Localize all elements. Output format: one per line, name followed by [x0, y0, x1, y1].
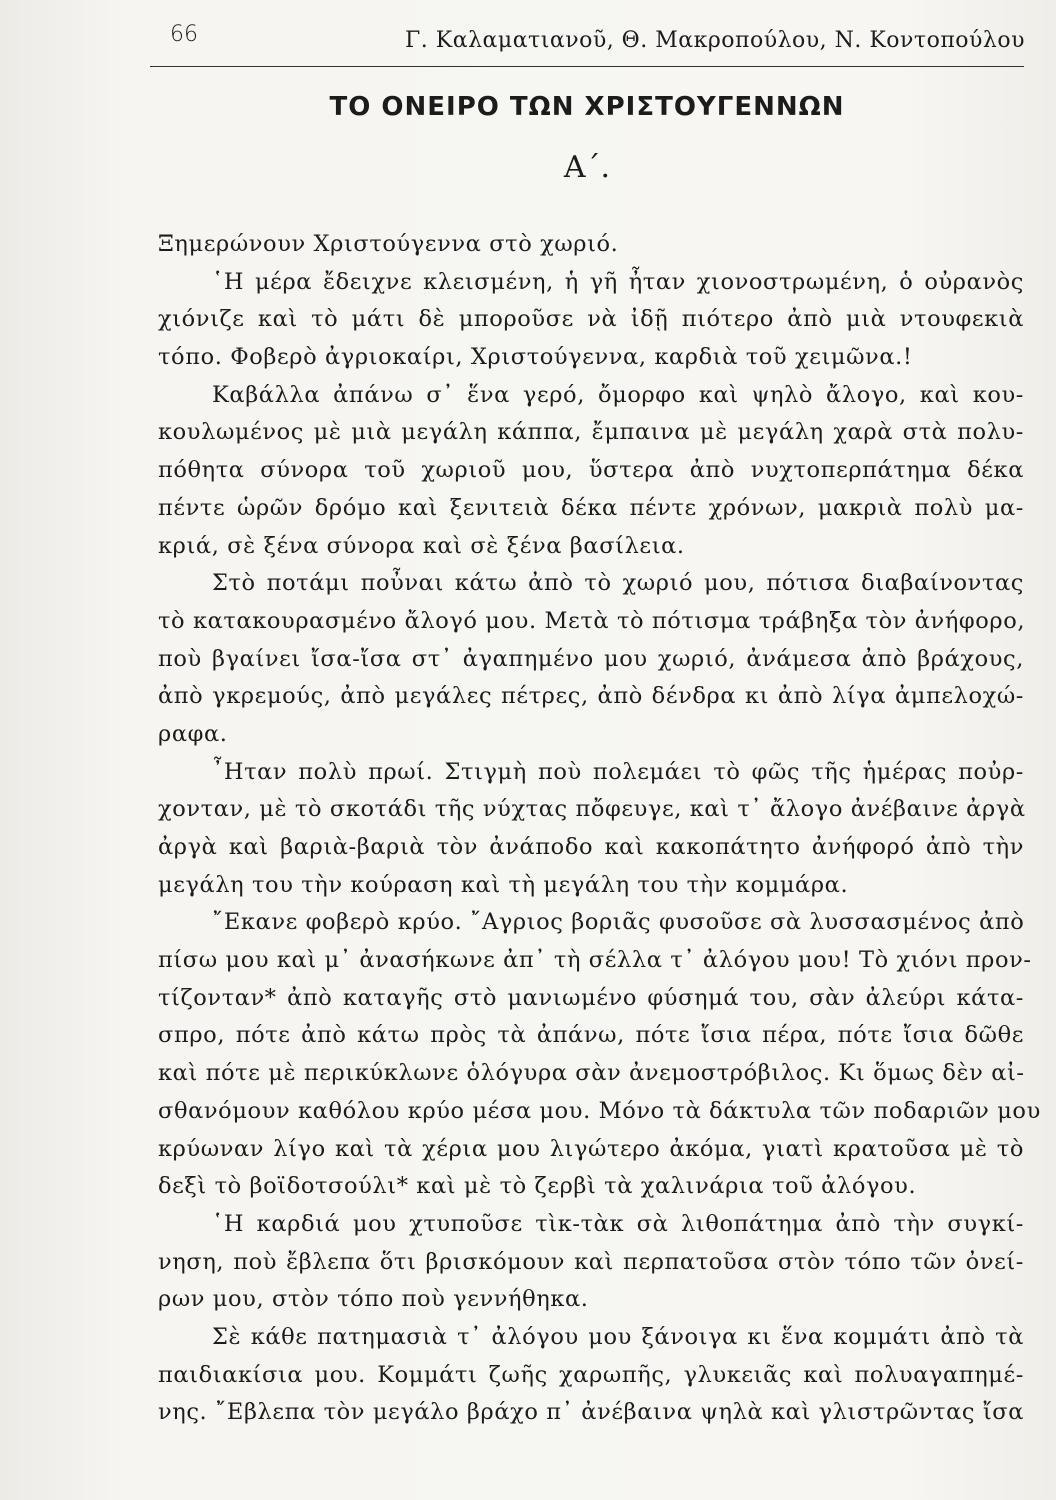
- text-line: σθανόμουν καθόλου κρύο μέσα μου. Μόνο τὰ δάκτυλα τῶν ποδαριῶν μου: [158, 1097, 1041, 1124]
- text-line: μεγάλη του τὴν κούραση καὶ τὴ μεγάλη του τὴν κομμάρα.: [158, 871, 849, 898]
- text-line: πέντε ὡρῶν δρόμο καὶ ξενιτειὰ δέκα πέντε χρόνων, μακριὰ πολὺ μα-: [158, 494, 1024, 521]
- text-line: Στὸ ποτάμι ποὖναι κάτω ἀπὸ τὸ χωριό μου, πότισα διαβαίνοντας: [212, 570, 1024, 597]
- section-number: Α΄.: [563, 150, 611, 185]
- text-line: Καβάλλα ἀπάνω σ᾽ ἕνα γερό, ὄμορφο καὶ ψηλὸ ἄλογο, καὶ κου-: [212, 381, 1024, 408]
- text-line: τόπο. Φοβερὸ ἀγριοκαίρι, Χριστούγεννα, καρδιὰ τοῦ χειμῶνα.!: [158, 344, 913, 371]
- text-line: ἀργὰ καὶ βαριὰ-βαριὰ τὸν ἀνάποδο καὶ κακοπάτητο ἀνήφορό ἀπὸ τὴν: [158, 834, 1024, 860]
- text-line: νηση, ποὺ ἔβλεπα ὅτι βρισκόμουν καὶ περπατοῦσα στὸν τόπο τῶν ὀνεί-: [158, 1248, 1024, 1275]
- text-line: Σὲ κάθε πατημασιὰ τ᾽ ἀλόγου μου ξάνοιγα κι ἕνα κομμάτι ἀπὸ τὰ: [212, 1323, 1024, 1350]
- text-line: κουλωμένος μὲ μιὰ μεγάλη κάππα, ἔμπαινα μὲ μεγάλη χαρὰ στὰ πολυ-: [158, 419, 1024, 446]
- text-line: κρύωναν λίγο καὶ τὰ χέρια μου λιγώτερο ἀκόμα, γιατὶ κρατοῦσα μὲ τὸ: [158, 1135, 1024, 1162]
- text-line: χονταν, μὲ τὸ σκοτάδι τῆς νύχτας πὄφευγε, καὶ τ᾽ ἄλογο ἀνέβαινε ἀργὰ: [158, 796, 1026, 823]
- text-line: νης. ῎Εβλεπα τὸν μεγάλο βράχο π᾽ ἀνέβαινα ψηλὰ καὶ γλιστρῶντας ἴσα: [158, 1399, 1024, 1426]
- text-line: πίσω μου καὶ μ᾽ ἀνασήκωνε ἀπ᾽ τὴ σέλλα τ᾽ ἀλόγου μου! Τὸ χιόνι προν-: [158, 947, 1032, 974]
- text-line: ῎Εκανε φοβερὸ κρύο. ῎Αγριος βοριᾶς φυσοῦσε σὰ λυσσασμένος ἀπὸ: [212, 909, 1025, 936]
- page-number: 66: [170, 22, 198, 47]
- text-line: τίζονταν* ἀπὸ καταγῆς στὸ μανιωμένο φύσημά του, σὰν ἀλεύρι κάτα-: [158, 984, 1024, 1011]
- text-line: ραφα.: [158, 720, 228, 747]
- text-line: ἀπὸ γκρεμούς, ἀπὸ μεγάλες πέτρες, ἀπὸ δένδρα κι ἀπὸ λίγα ἀμπελοχώ-: [158, 683, 1024, 710]
- text-line: ρων μου, στὸν τόπο ποὺ γεννήθηκα.: [158, 1286, 589, 1313]
- text-line: χιόνιζε καὶ τὸ μάτι δὲ μποροῦσε νὰ ἰδῇ πιότερο ἀπὸ μιὰ ντουφεκιὰ: [158, 306, 1024, 333]
- text-line: ποὺ βγαίνει ἴσα-ἴσα στ᾽ ἀγαπημένο μου χωριό, ἀνάμεσα ἀπὸ βράχους,: [158, 645, 1024, 672]
- text-line: ῾Η μέρα ἔδειχνε κλεισμένη, ἡ γῆ ἦταν χιονοστρωμένη, ὁ οὐρανὸς: [212, 268, 1024, 295]
- running-head: Γ. Καλαματιανοῦ, Θ. Μακροπούλου, Ν. Κοντοπούλου: [405, 28, 1025, 53]
- text-line: σπρο, πότε ἀπὸ κάτω πρὸς τὰ ἀπάνω, πότε ἴσια πέρα, πότε ἴσια δῶθε: [158, 1022, 1024, 1049]
- text-line: ῏Ηταν πολὺ πρωί. Στιγμὴ ποὺ πολεμάει τὸ φῶς τῆς ἡμέρας ποὐρ-: [212, 758, 1024, 785]
- page-header: [150, 20, 1025, 64]
- text-line: παιδιακίσια μου. Κομμάτι ζωῆς χαρωπῆς, γλυκειᾶς καὶ πολυαγαπημέ-: [158, 1361, 1024, 1388]
- text-line: Ξημερώνουν Χριστούγεννα στὸ χωριό.: [158, 231, 619, 257]
- text-line: κριά, σὲ ξένα σύνορα καὶ σὲ ξένα βασίλεια.: [158, 532, 685, 559]
- body-text: [158, 226, 1041, 1432]
- text-line: τὸ κατακουρασμένο ἄλογό μου. Μετὰ τὸ πότισμα τράβηξα τὸν ἀνήφορο,: [158, 607, 1026, 634]
- text-line: ῾Η καρδιά μου χτυποῦσε τὶκ-τὰκ σὰ λιθοπάτημα ἀπὸ τὴν συγκί-: [212, 1210, 1024, 1237]
- text-line: πόθητα σύνορα τοῦ χωριοῦ μου, ὕστερα ἀπὸ νυχτοπερπάτημα δέκα: [158, 457, 1024, 484]
- header-rule: [150, 66, 1024, 67]
- chapter-title: ΤΟ ΟΝΕΙΡΟ ΤΩΝ ΧΡΙΣΤΟΥΓΕΝΝΩΝ: [329, 92, 845, 122]
- text-line: καὶ πότε μὲ περικύκλωνε ὁλόγυρα σὰν ἀνεμοστρόβιλος. Κι ὅμως δὲν αἰ-: [158, 1060, 1025, 1087]
- text-line: δεξὶ τὸ βοϊδοτσούλι* καὶ μὲ τὸ ζερβὶ τὰ χαλινάρια τοῦ ἀλόγου.: [158, 1173, 917, 1200]
